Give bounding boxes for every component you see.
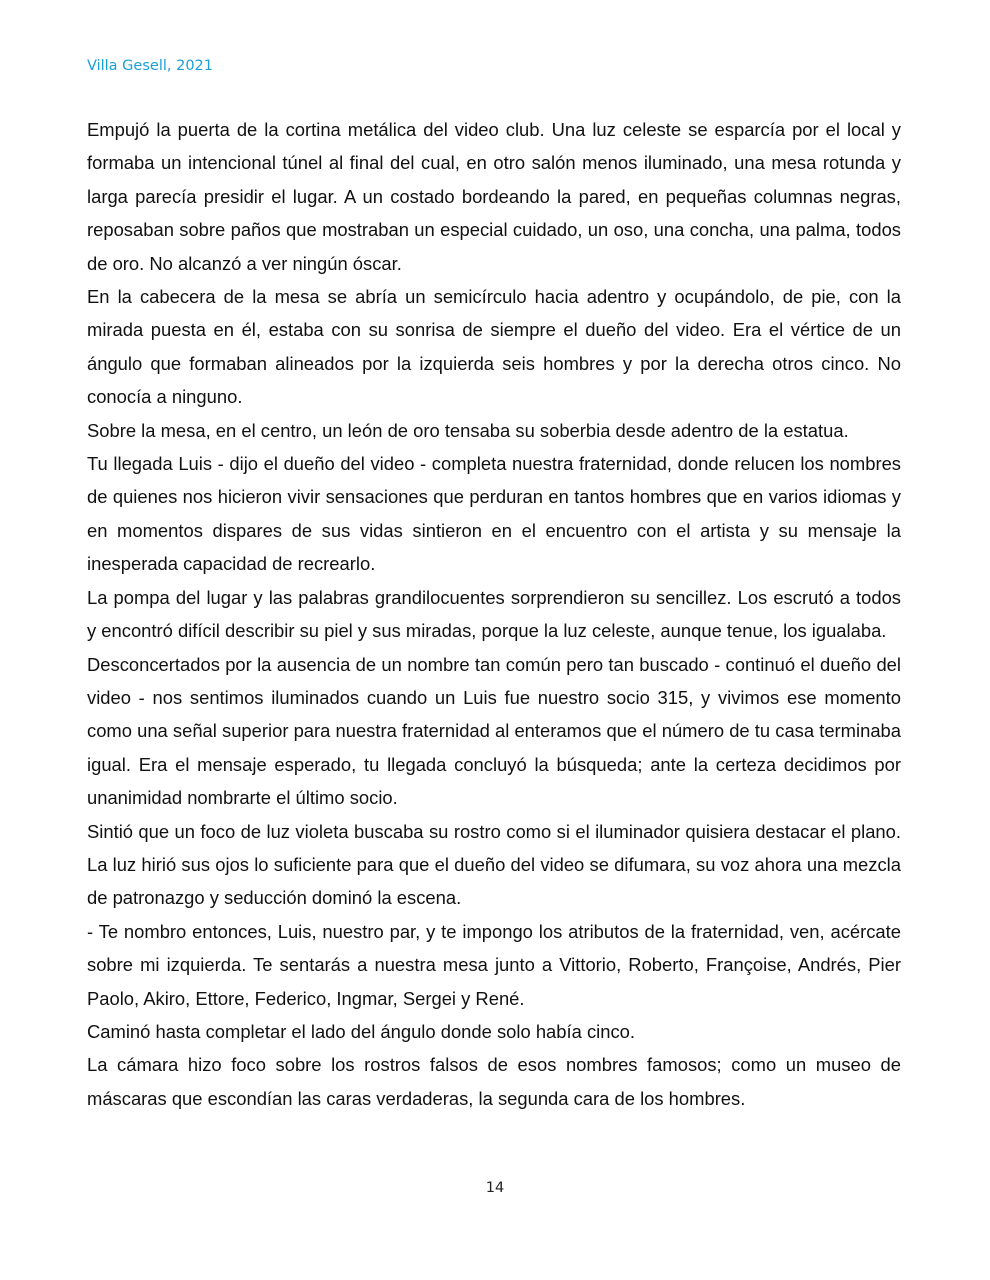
paragraph: La pompa del lugar y las palabras grandilocuentes sorprendieron su sencillez. Los escrutó a todos y encontró difícil describir su piel y sus miradas, porque la luz celeste, aunque tenue, los igualaba.: [87, 586, 901, 642]
paragraph: Caminó hasta completar el lado del ángulo donde solo había cinco.: [87, 1020, 635, 1042]
paragraph: Empujó la puerta de la cortina metálica del video club. Una luz celeste se esparcía por el local y formaba un intencional túnel al final del cual, en otro salón menos iluminado, una mesa rotunda y larga parecía presidir el lugar. A un costado bordeando la pared, en pequeñas columnas negras, reposaban sobre paños que mostraban un especial cuidado, un oso, una concha, una palma, todos de oro. No alcanzó a ver ningún óscar.: [87, 119, 901, 274]
paragraph: Tu llegada Luis - dijo el dueño del video - completa nuestra fraternidad, donde relucen los nombres de quienes nos hicieron vivir sensaciones que perduran en tantos hombres que en varios idiomas y en momentos dispares de sus vidas sintieron en el encuentro con el artista y su mensaje la inesperada capacidad de recrearlo.: [87, 453, 901, 575]
paragraph: Sintió que un foco de luz violeta buscaba su rostro como si el iluminador quisiera destacar el plano. La luz hirió sus ojos lo suficiente para que el dueño del video se difumara, su voz ahora una mezcla de patronazgo y seducción dominó la escena.: [87, 820, 901, 909]
paragraph: Sobre la mesa, en el centro, un león de oro tensaba su soberbia desde adentro de la estatua.: [87, 419, 849, 441]
paragraph: En la cabecera de la mesa se abría un semicírculo hacia adentro y ocupándolo, de pie, con la mirada puesta en él, estaba con su sonrisa de siempre el dueño del video. Era el vértice de un ángulo que formaban alineados por la izquierda seis hombres y por la derecha otros cinco. No conocía a ninguno.: [87, 286, 901, 408]
body-text: [87, 113, 901, 1115]
paragraph: La cámara hizo foco sobre los rostros falsos de esos nombres famosos; como un museo de máscaras que escondían las caras verdaderas, la segunda cara de los hombres.: [87, 1054, 901, 1109]
paragraph: - Te nombro entonces, Luis, nuestro par, y te impongo los atributos de la fraternidad, ven, acércate sobre mi izquierda. Te sentarás a nuestra mesa junto a Vittorio, Roberto, Françoise, Andrés, Pier Paolo, Akiro, Ettore, Federico, Ingmar, Sergei y René.: [87, 920, 901, 1009]
page-header: Villa Gesell, 2021: [87, 58, 213, 74]
paragraph: Desconcertados por la ausencia de un nombre tan común pero tan buscado - continuó el dueño del video - nos sentimos iluminados cuando un Luis fue nuestro socio 315, y vivimos ese momento como una señal superior para nuestra fraternidad al enteramos que el número de tu casa terminaba igual. Era el mensaje esperado, tu llegada concluyó la búsqueda; ante la certeza decidimos por unanimidad nombrarte el último socio.: [87, 653, 901, 809]
page-number: 14: [485, 1180, 505, 1196]
